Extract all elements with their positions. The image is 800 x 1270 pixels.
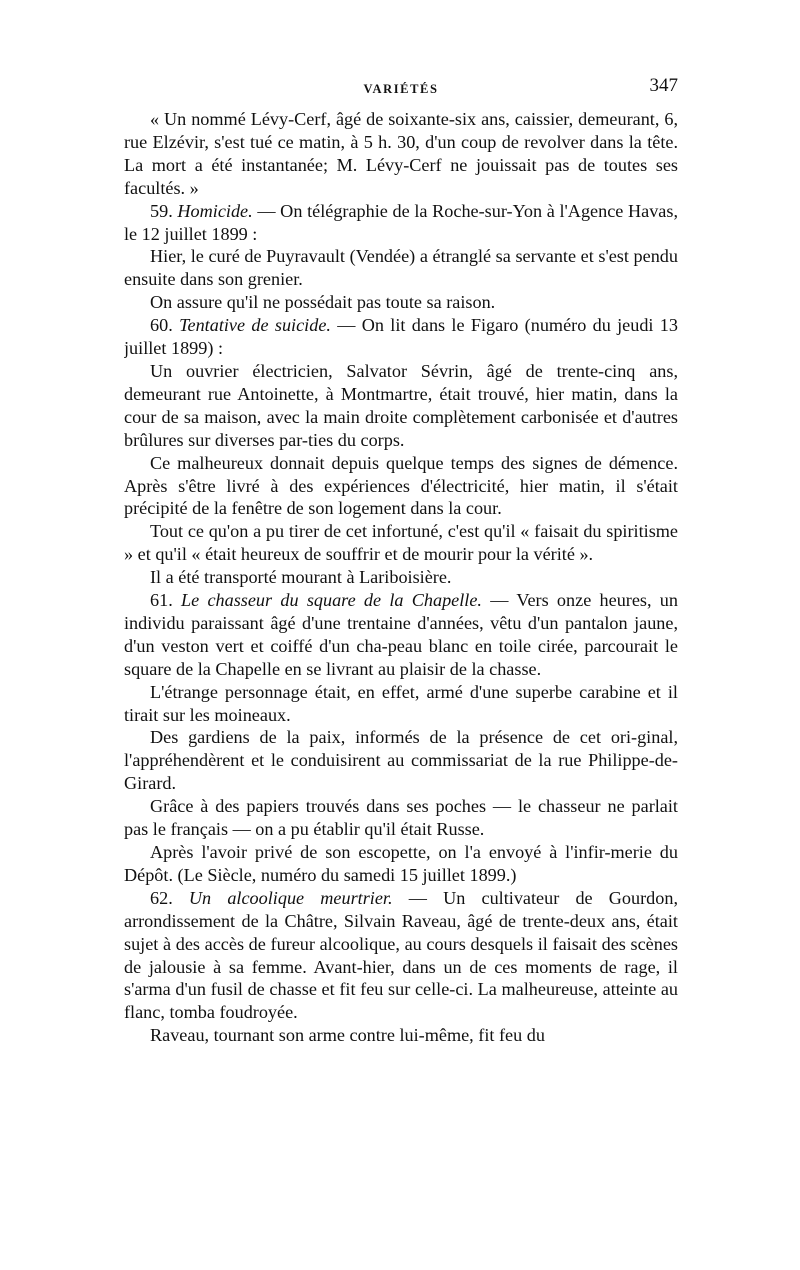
paragraph-text: — Vers onze heures, un individu paraissant âgé d'une trentaine d'années, vêtu d'un pantalon jaune, d'un veston vert et coiffé d'un cha-peau blanc en toile cirée, parcourait le square de la Chapelle en se livrant au plaisir de la chasse.: [124, 590, 678, 679]
paragraph: [124, 452, 678, 521]
page-header: [124, 78, 678, 108]
paragraph-text: — Un cultivateur de Gourdon, arrondissement de la Châtre, Silvain Raveau, âgé de trente-deux ans, était sujet à des accès de fureur alcoolique, au cours desquels il faisait des scènes de jalousie à sa femme. Avant-hier, dans un de ces moments de rage, il s'arma d'un fusil de chasse et fit feu sur celle-ci. La malheureuse, atteinte au flanc, tomba foudroyée.: [124, 887, 678, 1023]
paragraph: [124, 841, 678, 887]
paragraph: [124, 566, 678, 589]
entry-number: 61.: [150, 590, 181, 611]
paragraph-text: Grâce à des papiers trouvés dans ses poches — le chasseur ne parlait pas le français — on a pu établir qu'il était Russe.: [124, 796, 678, 840]
entry-title: Homicide.: [177, 200, 253, 221]
paragraph: [124, 360, 678, 452]
entry-number: 62.: [150, 887, 189, 908]
entry-title: Un alcoolique meurtrier.: [188, 887, 393, 908]
paragraph: [124, 589, 678, 681]
paragraph-text: Tout ce qu'on a pu tirer de cet infortuné, c'est qu'il « faisait du spiritisme » et qu'il « était heureux de souffrir et de mourir pour la vérité ».: [124, 521, 678, 565]
entry-number: 59.: [150, 200, 178, 221]
paragraph-text: — On lit dans le Figaro (numéro du jeudi 13 juillet 1899) :: [124, 315, 678, 359]
body-text: [124, 108, 678, 1047]
entry-number: 60.: [150, 315, 180, 336]
paragraph: [124, 681, 678, 727]
paragraph-text: Raveau, tournant son arme contre lui-même, fit feu du: [150, 1025, 545, 1046]
running-title: VARIÉTÉS: [363, 82, 439, 96]
entry-title: Le chasseur du square de la Chapelle.: [181, 590, 482, 611]
paragraph: [124, 887, 678, 1024]
paragraph: [124, 726, 678, 795]
paragraph-text: Hier, le curé de Puyravault (Vendée) a étranglé sa servante et s'est pendu ensuite dans son grenier.: [124, 246, 678, 290]
paragraph-text: On assure qu'il ne possédait pas toute sa raison.: [150, 292, 496, 313]
paragraph-text: « Un nommé Lévy-Cerf, âgé de soixante-six ans, caissier, demeurant, 6, rue Elzévir, s'est tué ce matin, à 5 h. 30, d'un coup de revolver dans la tête. La mort a été instantanée; M. Lévy-Cerf ne jouissait pas de toutes ses facultés. »: [124, 109, 678, 198]
paragraph: [124, 795, 678, 841]
paragraph-text: L'étrange personnage était, en effet, armé d'une superbe carabine et il tirait sur les moineaux.: [124, 681, 678, 725]
book-page: [124, 78, 678, 1258]
paragraph-text: Après l'avoir privé de son escopette, on l'a envoyé à l'infir-merie du Dépôt. (Le Siècle, numéro du samedi 15 juillet 1899.): [124, 842, 678, 885]
paragraph-text: — On télégraphie de la Roche-sur-Yon à l'Agence Havas, le 12 juillet 1899 :: [124, 200, 678, 244]
paragraph: [124, 108, 678, 200]
paragraph-text: Il a été transporté mourant à Lariboisière.: [150, 567, 452, 588]
paragraph: [124, 1024, 678, 1047]
paragraph: [124, 291, 678, 314]
entry-title: Tentative de suicide.: [179, 315, 331, 336]
paragraph: [124, 314, 678, 360]
paragraph-text: Un ouvrier électricien, Salvator Sévrin, âgé de trente-cinq ans, demeurant rue Antoinette, à Montmartre, était trouvé, hier matin, dans la cour de sa maison, avec la main droite complètement carbonisée et d'autres brûlures sur diverses par-ties du corps.: [124, 360, 678, 450]
paragraph-text: Des gardiens de la paix, informés de la présence de cet ori-ginal, l'appréhendèrent et le conduisirent au commissariat de la rue Philippe-de-Girard.: [124, 727, 678, 794]
paragraph: [124, 200, 678, 246]
paragraph-text: Ce malheureux donnait depuis quelque temps des signes de démence. Après s'être livré à des expériences d'électricité, hier matin, il s'était précipité de la fenêtre de son logement dans la cour.: [124, 452, 678, 519]
paragraph: [124, 520, 678, 566]
paragraph: [124, 245, 678, 291]
page-number: 347: [649, 78, 678, 96]
